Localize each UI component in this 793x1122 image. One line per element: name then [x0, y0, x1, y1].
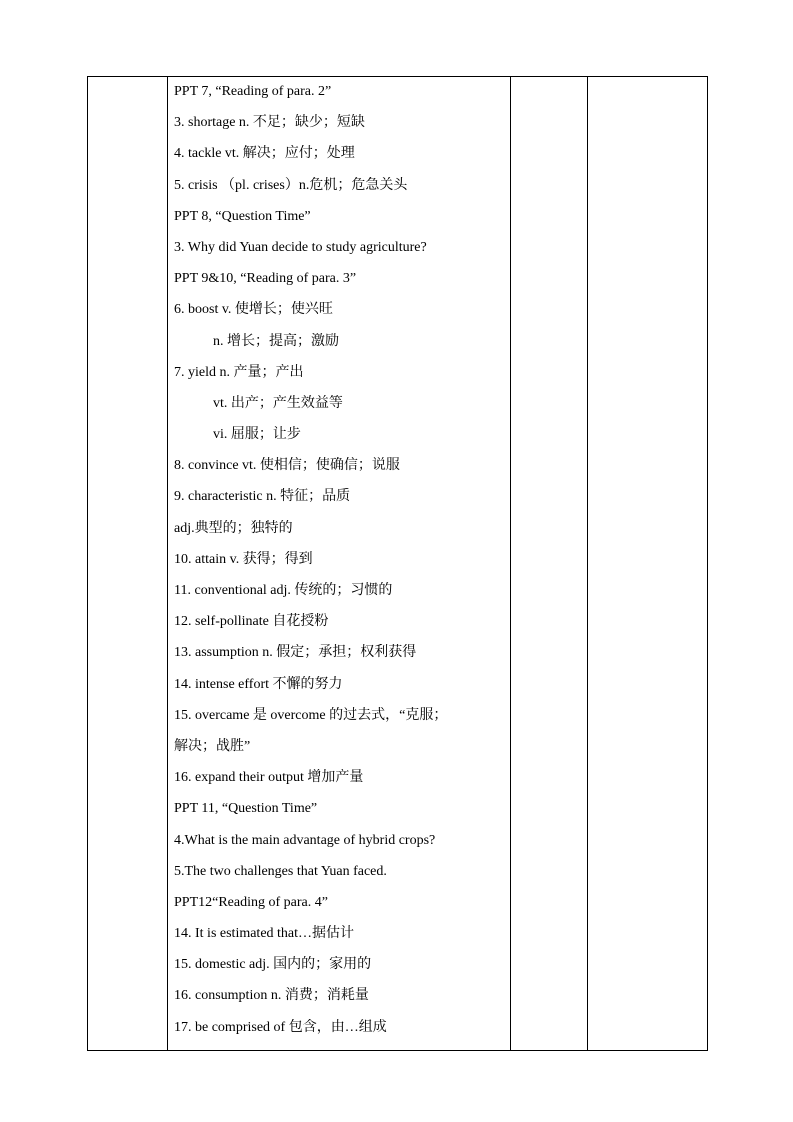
- empty-left-cell: [88, 77, 168, 1051]
- text-line: 16. expand their output 增加产量: [174, 770, 364, 786]
- text-line: 13. assumption n. 假定；承担；权利获得: [174, 645, 417, 661]
- text-line: 9. characteristic n. 特征；品质: [174, 489, 351, 505]
- text-line: 5. crisis （pl. crises）n.危机；危急关头: [174, 177, 408, 193]
- text-line: 解决；战胜”: [174, 738, 251, 754]
- lesson-plan-table: [87, 76, 708, 1051]
- text-line: 5.The two challenges that Yuan faced.: [174, 863, 387, 879]
- text-line: 17. be comprised of 包含，由…组成: [174, 1019, 387, 1035]
- vocabulary-list: [168, 77, 510, 1050]
- text-line: PPT 8, “Question Time”: [174, 208, 311, 224]
- vocabulary-content-cell: [168, 77, 511, 1051]
- text-line: 3. shortage n. 不足；缺少；短缺: [174, 115, 365, 131]
- text-line: 6. boost v. 使增长；使兴旺: [174, 302, 333, 318]
- text-line: vt. 出产；产生效益等: [213, 395, 343, 411]
- text-line: 7. yield n. 产量；产出: [174, 364, 304, 380]
- text-line: 14. It is estimated that…据估计: [174, 926, 355, 942]
- empty-right-cell: [588, 77, 708, 1051]
- text-line: PPT12“Reading of para. 4”: [174, 894, 328, 910]
- text-line: 10. attain v. 获得；得到: [174, 551, 313, 567]
- table-row: [88, 77, 708, 1051]
- text-line: 15. overcame 是 overcome 的过去式，“克服；: [174, 707, 448, 723]
- text-line: 15. domestic adj. 国内的；家用的: [174, 957, 372, 973]
- text-line: vi. 屈服；让步: [213, 427, 301, 443]
- text-line: 16. consumption n. 消费；消耗量: [174, 988, 369, 1004]
- text-line: 14. intense effort 不懈的努力: [174, 676, 343, 692]
- text-line: PPT 7, “Reading of para. 2”: [174, 84, 332, 99]
- text-line: 4.What is the main advantage of hybrid crops?: [174, 832, 436, 848]
- text-line: 3. Why did Yuan decide to study agriculture?: [174, 239, 427, 255]
- text-line: PPT 9&10, “Reading of para. 3”: [174, 271, 357, 287]
- text-line: 12. self-pollinate 自花授粉: [174, 614, 329, 630]
- empty-third-cell: [511, 77, 588, 1051]
- text-line: 11. conventional adj. 传统的；习惯的: [174, 583, 393, 598]
- text-line: adj.典型的；独特的: [174, 520, 293, 536]
- text-line: 8. convince vt. 使相信；使确信；说服: [174, 458, 400, 474]
- text-line: PPT 11, “Question Time”: [174, 801, 318, 817]
- text-line: 4. tackle vt. 解决；应付；处理: [174, 146, 355, 162]
- text-line: n. 增长；提高；激励: [213, 333, 339, 349]
